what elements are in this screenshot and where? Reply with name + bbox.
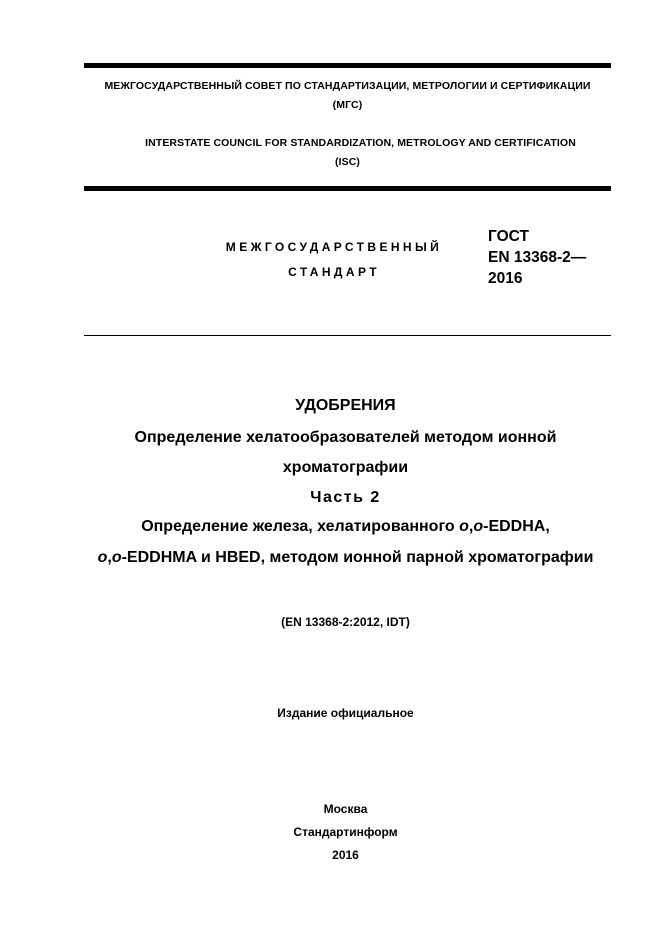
standard-type-line1: МЕЖГОСУДАРСТВЕННЫЙ bbox=[225, 240, 443, 254]
part-title-line2-italic-a: o bbox=[97, 549, 108, 566]
part-title-line1-italic-b: o bbox=[473, 518, 484, 535]
subtitle-line2: хроматографии bbox=[282, 459, 409, 476]
imprint-city: Москва bbox=[323, 802, 368, 816]
council-abbr-ru: (МГС) bbox=[332, 99, 363, 111]
title-divider-rule bbox=[84, 335, 611, 336]
part-title-line2-comma: , bbox=[107, 549, 112, 566]
part-title-line1 bbox=[30, 518, 661, 536]
part-title-line1-italic-a: o bbox=[459, 518, 469, 535]
top-thick-rule bbox=[84, 63, 611, 68]
part-title-line2 bbox=[30, 549, 661, 567]
main-title: УДОБРЕНИЯ bbox=[295, 397, 396, 414]
subtitle-line1: Определение хелатообразователей методом ионной bbox=[134, 429, 557, 446]
part-title-line1-suffix: -EDDHA, bbox=[483, 518, 550, 535]
part-title-line1-comma: , bbox=[468, 518, 474, 535]
gost-label: ГОСТ bbox=[488, 228, 529, 245]
gost-designation: EN 13368-2— bbox=[488, 249, 587, 266]
part-title-line1-prefix: Определение железа, хелатированного bbox=[141, 518, 460, 535]
council-name-ru: МЕЖГОСУДАРСТВЕННЫЙ СОВЕТ ПО СТАНДАРТИЗАЦИИ, МЕТРОЛОГИИ И СЕРТИФИКАЦИИ bbox=[104, 80, 591, 92]
second-thick-rule bbox=[84, 186, 611, 191]
edition-note: Издание официальное bbox=[277, 706, 414, 720]
part-title-line2-italic-b: o bbox=[111, 549, 122, 566]
standard-type-line2: СТАНДАРТ bbox=[288, 265, 380, 279]
imprint-year: 2016 bbox=[332, 848, 359, 862]
equivalence-note: (EN 13368-2:2012, IDT) bbox=[281, 615, 410, 629]
part-number: Часть 2 bbox=[310, 489, 381, 506]
imprint-publisher: Стандартинформ bbox=[293, 825, 398, 839]
part-title-line2-suffix: -EDDHMA и HBED, методом ионной парной хроматографии bbox=[121, 549, 594, 566]
gost-year: 2016 bbox=[488, 270, 523, 287]
council-name-en: INTERSTATE COUNCIL FOR STANDARDIZATION, METROLOGY AND CERTIFICATION bbox=[145, 137, 576, 149]
council-abbr-en: (ISC) bbox=[335, 156, 360, 168]
